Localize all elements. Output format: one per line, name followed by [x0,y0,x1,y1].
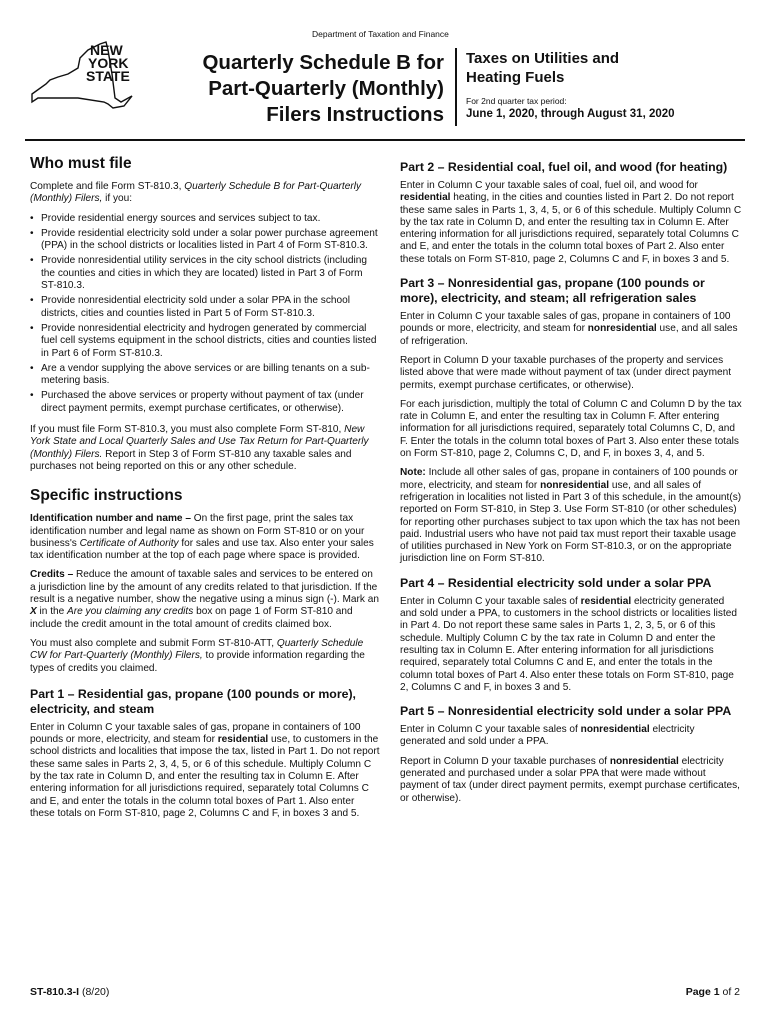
tax-type-line: Taxes on Utilities and [466,50,620,67]
who-must-file-intro: Complete and file Form ST-810.3, Quarterly Schedule B for Part-Quarterly (Monthly) Filers, if you: [30,181,361,205]
form-identifier: ST-810.3-I (8/20) [30,986,110,998]
logo-text-new: NEW [90,42,123,58]
list-item: • Provide nonresidential electricity and hydrogen generated by commercial fuel cell systems equipment in the school districts, cities and counties listed in Part 6 of Form ST-810.3. [30,323,380,360]
left-column [30,152,380,827]
part2-paragraph: Enter in Column C your taxable sales of coal, fuel oil, and wood for residential heating, in the cities and counties listed in Part 2. Do not report these same sales in Parts 1, 3, 4, 5, or 6 of this schedule. Multiply Column C by the tax rate in Column D, and enter the resulting tax in Column E. After entering information for all jurisdictions required, separately total Columns C and E, and enter the totals in the column total boxes of Part 2. Also enter these totals on Form ST-810, page 2, Columns C and F, in boxes 3 and 5. [400,180,742,265]
part3-heading: Part 3 – Nonresidential gas, propane (100 pounds or more), electricity, and steam; all refrigeration sales [400,276,705,306]
part1-paragraph: Enter in Column C your taxable sales of gas, propane in containers of 100 pounds or more, electricity, and steam for residential use, to customers in the school districts and localities that impose the tax, listed in Part 1. Do not report these same sales in Parts 2, 3, 4, 5, or 6 of this schedule. Multiply Column C by the tax rate in Column D, and enter the resulting tax in Column E. After entering information for all jurisdictions required, separately total Columns C and E, and enter the totals in the column total boxes of Part 1. Also enter these totals on Form ST-810, page 2, Columns C and F, in boxes 3 and 5. [30,721,380,819]
logo-text-york: YORK [88,55,129,71]
part5-paragraph-1: Enter in Column C your taxable sales of nonresidential electricity generated and sold under a PPA. [400,724,695,748]
logo-text-state: STATE [86,68,130,84]
document-title [160,50,444,128]
who-must-file-heading: Who must file [30,155,132,172]
header-rule [25,139,745,141]
title-line: Quarterly Schedule B for [202,51,444,74]
list-item: • Provide residential energy sources and services subject to tax. [30,213,380,225]
credits-paragraph: Credits – Reduce the amount of taxable sales and services to be entered on a jurisdiction line by the amount of any credits related to that jurisdiction. If the result is a negative number, show the negative using a minus sign (-). Mark an X in the Are you claiming any credits box on page 1 of Form ST-810 and include the credit amount in the total amount of credits claimed box. [30,569,379,630]
tax-type-title [466,49,706,87]
list-item: • Purchased the above services or property without payment of tax (under direct payment permits, exempt purchase certificates, or otherwise). [30,390,380,415]
tax-period-label: For 2nd quarter tax period: [466,96,567,106]
part5-paragraph-2: Report in Column D your taxable purchases of nonresidential electricity generated and purchased under a solar PPA that were made without payment of tax (under direct payment permits, exempt purchase certificates, or otherwise). [400,755,740,804]
department-name: Department of Taxation and Finance [312,29,449,39]
list-item: • Provide residential electricity sold under a solar power purchase agreement (PPA) in the school districts or localities listed in Part 4 of Form ST-810.3. [30,228,380,253]
list-item: • Are a vendor supplying the above services or are billing tenants on a sub-metering basis. [30,363,380,388]
title-line: Part-Quarterly (Monthly) [208,77,444,100]
tax-period: June 1, 2020, through August 31, 2020 [466,108,675,120]
specific-instructions-heading: Specific instructions [30,487,183,505]
part3-paragraph-1: Enter in Column C your taxable sales of gas, propane in containers of 100 pounds or more, electricity, and steam for nonresidential use, and all sales of refrigeration. [400,311,738,347]
part5-heading: Part 5 – Nonresidential electricity sold under a solar PPA [400,704,732,719]
part1-heading: Part 1 – Residential gas, propane (100 pounds or more), electricity, and steam [30,686,356,716]
new-york-state-logo [28,36,138,116]
schedule-cw-paragraph: You must also complete and submit Form ST-810-ATT, Quarterly Schedule CW for Part-Quarterly (Monthly) Filers, to provide information regarding the types of credits you claimed. [30,637,365,674]
who-must-file-list [30,213,380,415]
right-column [400,152,742,812]
part4-paragraph: Enter in Column C your taxable sales of residential electricity generated and sold under a PPA, to customers in the school districts or localities listed in Part 4. Do not report these same sales in Parts 1, 2, 3, 5, or 6 of this schedule. Multiply Column C by the tax rate in Column D and enter the resulting tax in Column E. After entering information for all jurisdictions required, separately total Columns C and E, and enter the totals in the column total boxes of Part 4. Also enter these totals on Form ST-810, page 2, Columns C and F, in boxes 3 and 5. [400,595,737,693]
list-item: • Provide nonresidential electricity sold under a solar PPA in the school districts, cities and counties listed in Part 5 of Form ST-810.3. [30,295,380,320]
header-divider [455,48,457,126]
list-item: • Provide nonresidential utility services in the city school districts (including the counties and cities in which they are located) listed in Part 3 of Form ST-810.3. [30,255,380,292]
also-complete-paragraph: If you must file Form ST-810.3, you must also complete Form ST-810, New York State and Local Quarterly Sales and Use Tax Return for Part-Quarterly (Monthly) Filers. Report in Step 3 of Form ST-810 any taxable sales and purchases not being reported on this or any other schedule. [30,424,369,472]
part3-paragraph-2: Report in Column D your taxable purchases of the property and services listed above that were made without payment of tax (under direct payment permits, exempt purchase certificates, or otherwise). [400,354,732,391]
title-line: Filers Instructions [266,103,444,126]
part3-note: Note: Include all other sales of gas, propane in containers of 100 pounds or more, electricity, and steam for nonresidential use, and all sales of refrigeration in localities not listed in Part 3 of this schedule, in the amount(s) reported on Form ST-810, in Step 3. Use Form ST-810 (or other schedules) for reporting other purchases subject to tax upon which the tax has not been paid. Industrial users who have not paid tax must report their taxable usage of utilities purchased in New York on Form ST-810.3, or on the appropriate jurisdiction line on Form ST-810. [400,467,742,565]
tax-type-line: Heating Fuels [466,69,565,86]
identification-paragraph: Identification number and name – On the first page, print the sales tax identification number and legal name as shown on Form ST-810 or on your business's Certificate of Authority for sales and use tax. Also enter your sales tax identification number at the top of each page where space is provided. [30,513,374,562]
page-number: Page 1 of 2 [685,986,740,998]
part2-heading: Part 2 – Residential coal, fuel oil, and wood (for heating) [400,160,728,174]
part3-paragraph-3: For each jurisdiction, multiply the total of Column C and Column D by the tax rate in Column E, and enter the resulting tax in Column F. After entering information for all jurisdictions required, separately total Columns C, D, and F. Enter the totals in the column total boxes of Part 3. Also enter these totals on Form ST-810, page 2, Columns C, D, and F, in boxes 3, 4, and 5. [400,398,742,460]
part4-heading: Part 4 – Residential electricity sold under a solar PPA [400,575,712,590]
